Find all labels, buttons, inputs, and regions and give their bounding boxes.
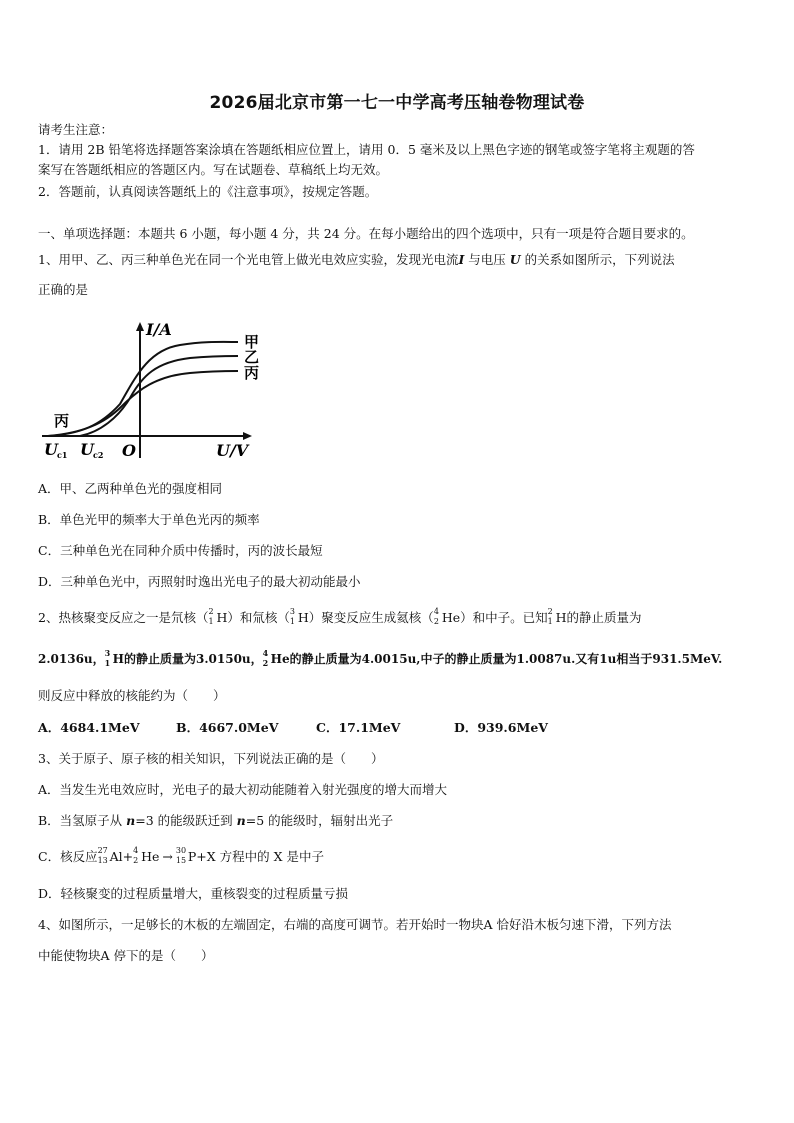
q1-var-I: I [458, 252, 465, 267]
nuclide-al27-mass: 27 [97, 846, 108, 855]
origin-label: O [122, 441, 136, 460]
nuclide-h3-ref-symbol: H [112, 652, 124, 666]
q2-line1-d: ）和中子。已知 [460, 610, 548, 625]
photocurrent-chart [40, 318, 272, 466]
section-1-heading: 一、单项选择题：本题共 6 小题，每小题 4 分，共 24 分。在每小题给出的四个选项中，只有一项是符合题目要求的。 [38, 226, 694, 241]
q2-line-1 [38, 608, 642, 626]
nuclide-h3-mass: 3 [289, 607, 295, 616]
x-tick-uc2-sub: c2 [93, 450, 104, 460]
nuclide-h2-ref-mass: 2 [547, 607, 553, 616]
q2-options [38, 718, 548, 736]
nuclide-h2-mass: 2 [208, 607, 214, 616]
q3-option-c-part-a: C．核反应 [38, 849, 98, 864]
nuclide-he4-ref-charge: 2 [262, 658, 269, 668]
q1-stem-part-a: 1、用甲、乙、丙三种单色光在同一个光电管上做光电效应实验，发现光电流 [38, 252, 459, 267]
notice-item-1-line-1: 1．请用 2B 铅笔将选择题答案涂填在答题纸相应位置上，请用 0．5 毫米及以上黑色字迹的钢笔或签字笔将主观题的答 [38, 142, 695, 157]
q4-stem-line-2: 中能使物块A 停下的是（ ） [38, 948, 214, 963]
q1-stem-part-c: 的关系如图所示，下列说法 [520, 252, 675, 267]
x-tick-uc1 [44, 440, 67, 460]
x-axis-label: U/V [216, 441, 249, 460]
nuclide-he4-mass: 4 [433, 607, 439, 616]
series-bing-label: 丙 [244, 364, 260, 382]
nuclide-he4-charge: 2 [433, 617, 439, 626]
notice-item-2: 2．答题前，认真阅读答题纸上的《注意事项》，按规定答题。 [38, 184, 378, 199]
series-yi-label: 乙 [244, 348, 260, 366]
nuclide-h2-ref-charge: 1 [547, 617, 553, 626]
nuclide-he4 [433, 607, 442, 626]
nuclide-h2-symbol: H [216, 610, 228, 625]
nuclide-h2 [208, 607, 216, 626]
nuclide-p30-symbol: P+X [187, 849, 216, 864]
nuclide-h3-ref-charge: 1 [104, 658, 111, 668]
nuclide-he4-ref-symbol: He [270, 652, 290, 666]
notice-heading: 请考生注意： [38, 122, 114, 137]
q2-option-b: B．4667.0MeV [176, 720, 279, 735]
q2-line1-b: ）和氚核（ [227, 610, 290, 625]
q1-var-U: U [509, 252, 521, 267]
q3-stem: 3、关于原子、原子核的相关知识，下列说法正确的是（ ） [38, 751, 384, 766]
q1-option-c: C．三种单色光在同种介质中传播时，丙的波长最短 [38, 543, 323, 558]
nuclide-h2-charge: 1 [208, 617, 214, 626]
q2-option-c: C．17.1MeV [316, 720, 401, 735]
x-tick-uc2 [80, 440, 103, 460]
q2-line-3: 则反应中释放的核能约为（ ） [38, 688, 226, 703]
q1-option-a: A．甲、乙两种单色光的强度相同 [38, 481, 223, 496]
nuclide-h3-symbol: H [297, 610, 309, 625]
q3-option-b-n2: n [236, 813, 246, 828]
q1-stem-line-1 [38, 250, 675, 268]
q3-option-b [38, 811, 393, 829]
q3-option-d: D．轻核聚变的过程质量增大，重核裂变的过程质量亏损 [38, 886, 349, 901]
nuclide-he4-reactant-charge: 2 [133, 856, 139, 865]
q2-line1-a: 2、热核聚变反应之一是氘核（ [38, 610, 209, 625]
nuclide-h2-ref [547, 607, 556, 626]
q1-option-d: D．三种单色光中，丙照射时逸出光电子的最大初动能最小 [38, 574, 361, 589]
q2-line2-b: 的静止质量为3.0150u， [124, 652, 263, 666]
series-yi-curve [80, 356, 238, 436]
page-title: 2026届北京市第一七一中学高考压轴卷物理试卷 [209, 93, 585, 113]
q1-stem-line-2: 正确的是 [38, 282, 89, 297]
q2-line1-e: 的静止质量为 [566, 610, 642, 625]
nuclide-h3 [289, 607, 298, 626]
nuclide-h3-ref-mass: 3 [104, 648, 111, 658]
q2-option-a: A．4684.1MeV [38, 720, 140, 735]
q3-option-b-part-a: B．当氢原子从 [38, 813, 127, 828]
q2-line1-c: ）聚变反应生成氦核（ [308, 610, 434, 625]
nuclide-he4-ref-mass: 4 [262, 648, 269, 658]
nuclide-al27-symbol: Al+ [109, 849, 134, 864]
x-tick-uc1-main: U [44, 440, 58, 459]
nuclide-al27 [97, 846, 110, 865]
x-tick-uc2-main: U [80, 440, 94, 459]
q2-option-d: D．939.6MeV [454, 720, 548, 735]
q3-option-b-n1: n [126, 813, 136, 828]
q1-stem-part-b: 与电压 [464, 252, 510, 267]
reaction-arrow: → [162, 849, 173, 864]
x-tick-uc1-sub: c1 [57, 450, 68, 460]
x-axis-arrow [243, 432, 252, 440]
nuclide-h3-ref [104, 648, 113, 668]
q2-line2-a: 2.0136u， [38, 652, 105, 666]
q2-line-2 [38, 650, 722, 667]
q4-stem-line-1: 4、如图所示，一足够长的木板的左端固定，右端的高度可调节。若开始时一物块A 恰好沿木板匀速下滑，下列方法 [38, 917, 672, 932]
series-bing-curve [48, 371, 238, 436]
nuclide-p30-charge: 15 [175, 856, 187, 865]
q3-option-c [38, 847, 324, 865]
q3-option-b-part-b: =3 的能级跃迁到 [135, 813, 237, 828]
notice-item-1-line-2: 案写在答题纸相应的答题区内。写在试题卷、草稿纸上均无效。 [38, 162, 389, 177]
nuclide-al27-charge: 13 [97, 856, 108, 865]
y-axis-arrow [136, 322, 144, 331]
nuclide-h3-charge: 1 [289, 617, 295, 626]
q3-option-a: A．当发生光电效应时，光电子的最大初动能随着入射光强度的增大而增大 [38, 782, 448, 797]
nuclide-he4-symbol: He [441, 610, 461, 625]
q1-option-b: B．单色光甲的频率大于单色光丙的频率 [38, 512, 260, 527]
y-axis-label: I/A [146, 320, 172, 339]
nuclide-he4-ref [262, 648, 271, 668]
q3-option-b-part-c: =5 的能级时，辐射出光子 [245, 813, 394, 828]
nuclide-he4-reactant [133, 846, 141, 865]
nuclide-h2-ref-symbol: H [555, 610, 567, 625]
nuclide-he4-reactant-symbol: He [141, 849, 160, 864]
series-jia-label: 甲 [244, 333, 260, 351]
left-bing-label: 丙 [54, 412, 70, 430]
q2-line2-c: 的静止质量为4.0015u,中子的静止质量为1.0087u.又有1u相当于931.5MeV. [289, 652, 723, 666]
nuclide-p30-mass: 30 [175, 846, 187, 855]
nuclide-p30 [175, 846, 188, 865]
nuclide-he4-reactant-mass: 4 [133, 846, 139, 855]
q3-option-c-part-b: 方程中的 X 是中子 [215, 849, 324, 864]
